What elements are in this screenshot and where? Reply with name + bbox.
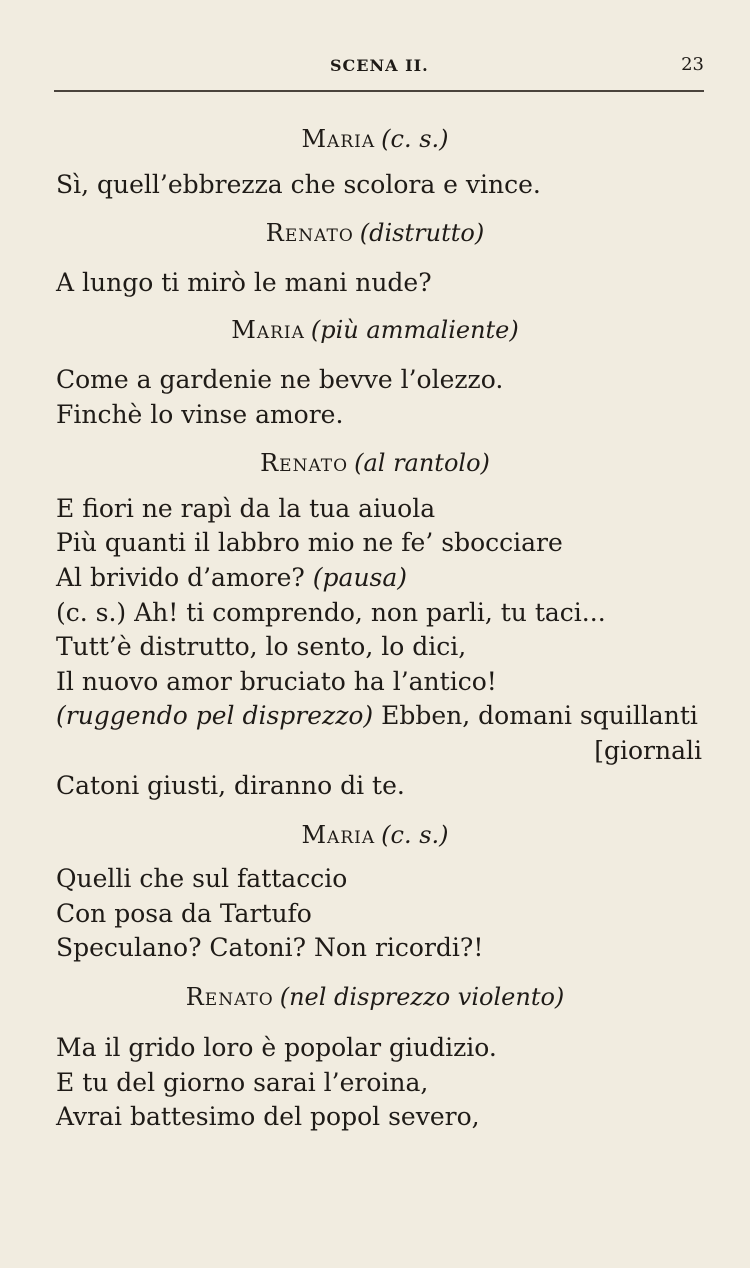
- verse-line: Con posa da Tartufo: [56, 899, 312, 928]
- stage-direction: (al rantolo): [354, 449, 490, 477]
- verse-line: E tu del giorno sarai l’eroina,: [56, 1068, 429, 1097]
- verse-line: Quelli che sul fattaccio: [56, 864, 348, 893]
- header-rule: [54, 90, 704, 92]
- verse-continuation: [giornali: [594, 736, 702, 765]
- verse-line: [56, 565, 407, 590]
- speaker-name: Renato: [265, 219, 354, 247]
- stage-direction: (distrutto): [359, 219, 485, 247]
- verse-line: Tutt’è distrutto, lo sento, lo dici,: [56, 632, 467, 661]
- verse-line: E fiori ne rapì da la tua aiuola: [56, 494, 436, 523]
- stage-direction: (c. s.): [381, 125, 449, 153]
- verse-line: Sì, quell’ebbrezza che scolora e vince.: [56, 170, 541, 199]
- page-number: 23: [681, 54, 704, 75]
- stage-direction: (più ammaliente): [310, 316, 519, 344]
- speaker-heading: [0, 451, 750, 475]
- verse-text: Al brivido d’amore?: [56, 563, 313, 592]
- speaker-name: Maria: [231, 316, 305, 344]
- verse-line: Il nuovo amor bruciato ha l’antico!: [56, 667, 497, 696]
- verse-line: Finchè lo vinse amore.: [56, 400, 344, 429]
- stage-direction: (nel disprezzo violento): [279, 983, 565, 1011]
- verse-line: Più quanti il labbro mio ne fe’ sbocciare: [56, 528, 563, 557]
- stage-direction: (c. s.): [381, 821, 449, 849]
- verse-line: Ma il grido loro è popolar giudizio.: [56, 1033, 497, 1062]
- verse-text: Ebben, domani squillanti: [373, 701, 698, 730]
- speaker-heading: [0, 127, 750, 151]
- speaker-heading: [0, 318, 750, 342]
- speaker-name: Maria: [301, 125, 376, 153]
- stage-direction: (ruggendo pel disprezzo): [56, 701, 374, 730]
- running-head: SCENA II.: [330, 56, 429, 75]
- speaker-heading: [0, 823, 750, 847]
- speaker-name: Renato: [185, 983, 274, 1011]
- verse-line: A lungo ti mirò le mani nude?: [56, 268, 432, 297]
- verse-line: [56, 703, 698, 728]
- speaker-name: Renato: [260, 449, 349, 477]
- speaker-heading: [0, 985, 750, 1009]
- stage-direction: (pausa): [312, 563, 408, 592]
- verse-line: Come a gardenie ne bevve l’olezzo.: [56, 365, 504, 394]
- verse-line: Speculano? Catoni? Non ricordi?!: [56, 933, 484, 962]
- verse-line: Avrai battesimo del popol severo,: [56, 1102, 480, 1131]
- verse-line: (c. s.) Ah! ti comprendo, non parli, tu taci...: [56, 598, 606, 627]
- speaker-name: Maria: [301, 821, 376, 849]
- speaker-heading: [0, 221, 750, 245]
- verse-line: Catoni giusti, diranno di te.: [56, 771, 405, 800]
